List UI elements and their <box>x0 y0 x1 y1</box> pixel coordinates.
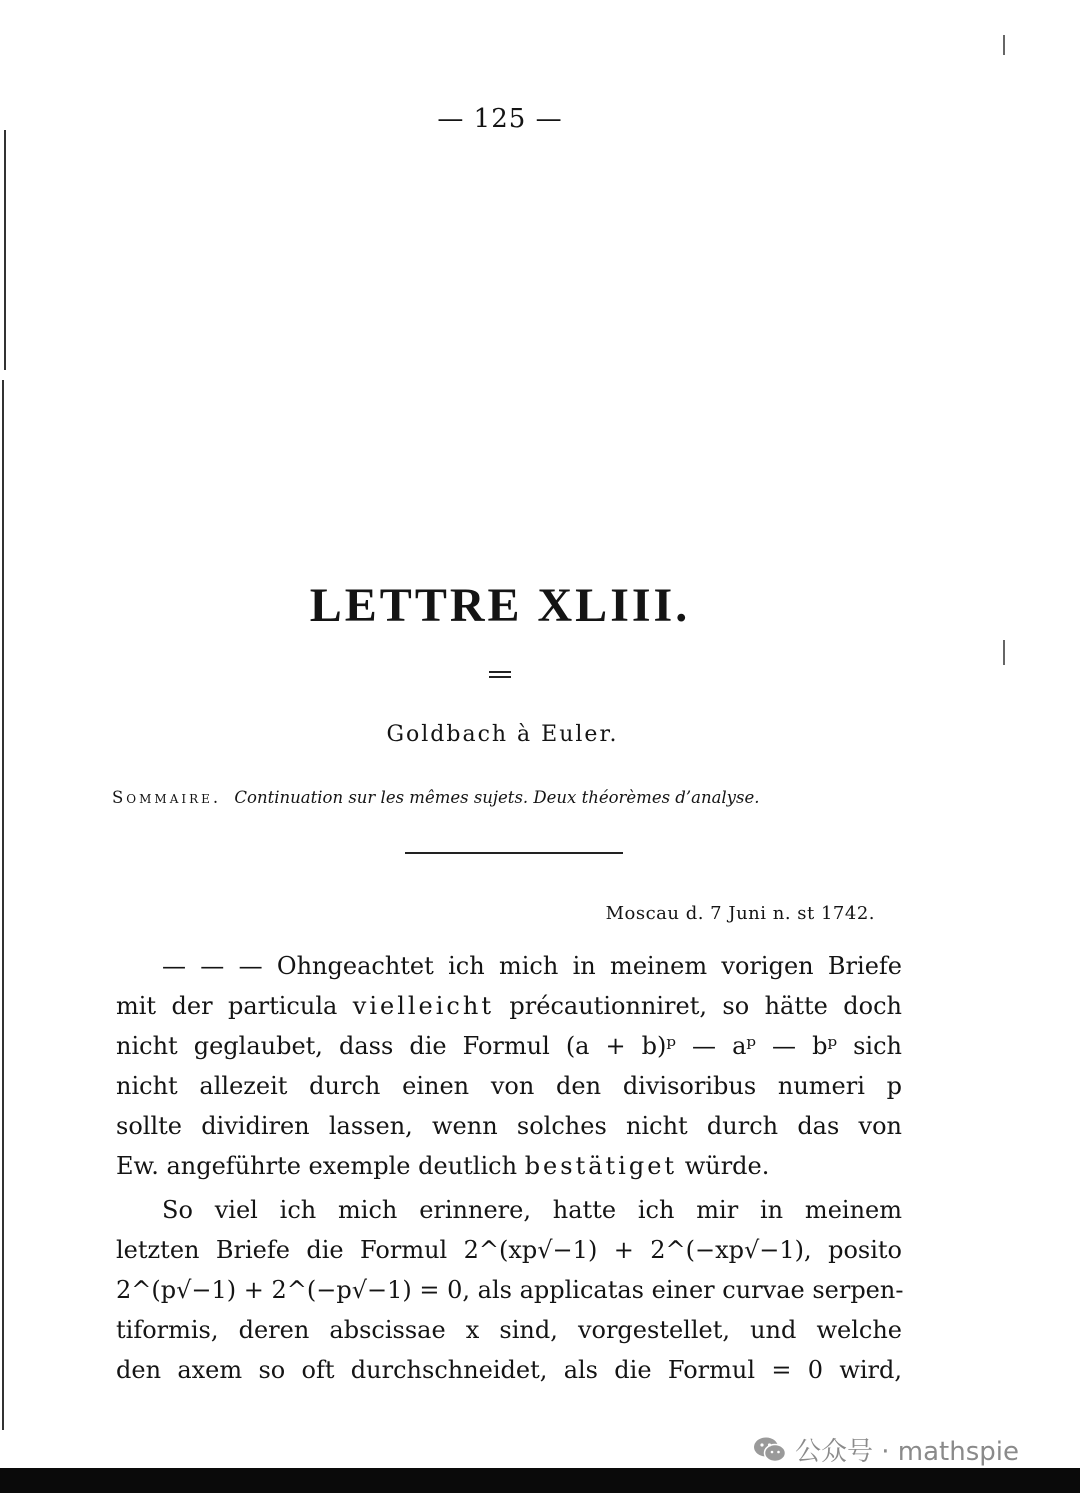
spaced-emphasis: vielleicht <box>352 992 494 1020</box>
watermark-text: 公众号 · mathspie <box>795 1437 1019 1467</box>
paragraph1-line: — — — Ohngeachtet ich mich in meinem vorigen Briefe <box>162 952 902 980</box>
paragraph1-line: nicht geglaubet, dass die Formul (a + b)ᵖ — aᵖ — bᵖ sich <box>116 1032 902 1060</box>
dateline: Moscau d. 7 Juni n. st 1742. <box>605 903 875 924</box>
page-number: — 125 — <box>437 104 563 134</box>
spaced-emphasis: bestätiget <box>524 1152 678 1180</box>
scan-edge-mark <box>2 380 4 1430</box>
scan-bottom-border <box>0 1468 1080 1493</box>
double-rule-divider <box>489 671 511 678</box>
summary-label: Sommaire. <box>112 788 222 807</box>
paragraph1-line: sollte dividiren lassen, wenn solches nicht durch das von <box>116 1112 902 1140</box>
summary-text: Continuation sur les mêmes sujets. Deux théorèmes d’analyse. <box>234 788 760 807</box>
paragraph2-line: 2^(p√−1) + 2^(−p√−1) = 0, als applicatas einer curvae serpen- <box>116 1276 904 1304</box>
summary-line <box>112 788 872 807</box>
paragraph2-line: tiformis, deren abscissae x sind, vorgestellet, und welche <box>116 1316 902 1344</box>
letter-body <box>116 946 902 1390</box>
correspondents-line: Goldbach à Euler. <box>386 722 619 747</box>
scan-edge-mark <box>1003 35 1005 55</box>
watermark <box>753 1431 1019 1468</box>
text-span: précautionniret, so hätte doch <box>509 992 902 1020</box>
separator-rule <box>405 852 623 854</box>
paragraph2-line: So viel ich mich erinnere, hatte ich mir in meinem <box>162 1196 902 1224</box>
scan-edge-mark <box>1003 640 1005 665</box>
paragraph1-line: nicht allezeit durch einen von den divisoribus numeri p <box>116 1072 902 1100</box>
wechat-icon <box>753 1436 787 1464</box>
text-span: würde. <box>684 1152 770 1180</box>
letter-title: LETTRE XLIII. <box>309 579 691 632</box>
paragraph1-line <box>116 986 902 1026</box>
paragraph1-line <box>116 1146 902 1186</box>
text-span: mit der particula <box>116 992 338 1020</box>
paragraph2-line: letzten Briefe die Formul 2^(xp√−1) + 2^(−xp√−1), posito <box>116 1236 902 1264</box>
scan-edge-mark <box>4 130 6 370</box>
paragraph2-line: den axem so oft durchschneidet, als die Formul = 0 wird, <box>116 1356 902 1384</box>
text-span: Ew. angeführte exemple deutlich <box>116 1152 518 1180</box>
